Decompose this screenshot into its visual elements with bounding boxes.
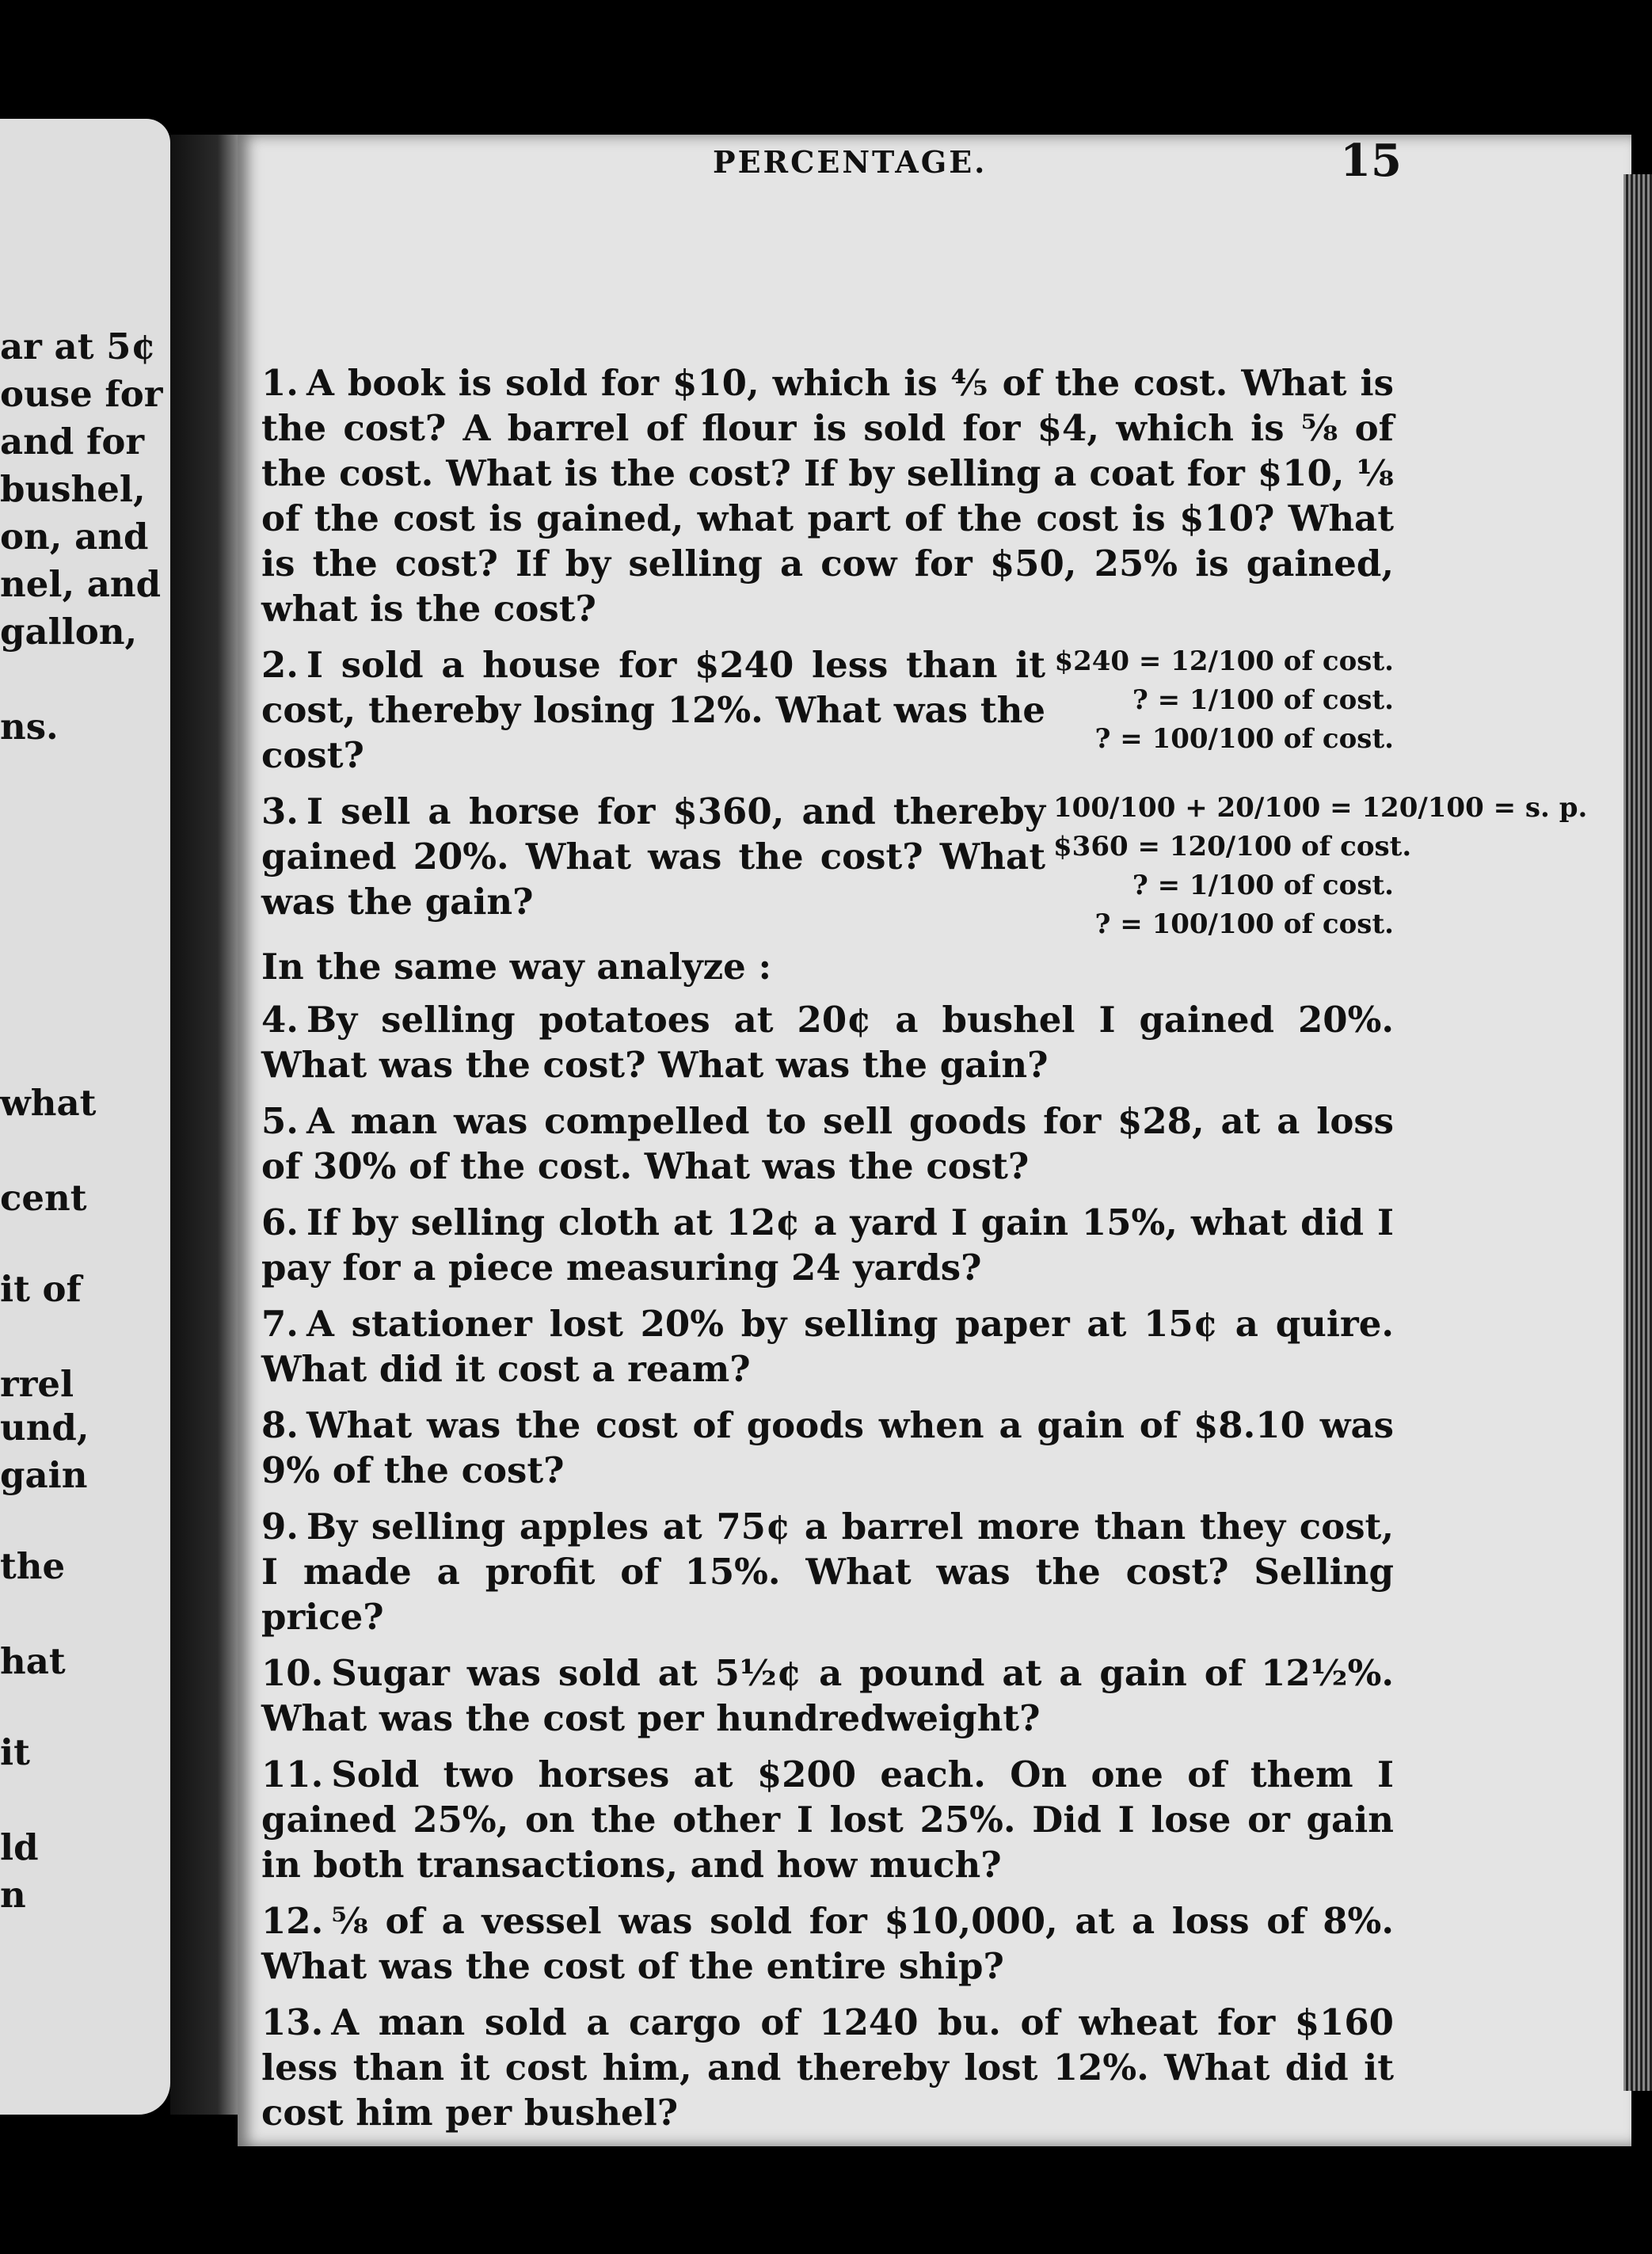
problem-9 — [261, 1504, 1394, 1639]
left-page-fragment: gain — [0, 1454, 88, 1496]
problem-number: 8. — [261, 1404, 299, 1446]
problem-text: A man sold a cargo of 1240 bu. of wheat for $160 less than it cost him, and thereby lost 12%. What did it cost him per bushel? — [261, 2001, 1394, 2134]
solution-line: ? = 100/100 of cost. — [1094, 723, 1394, 755]
problem-2 — [261, 642, 1045, 778]
left-page-fragment: what — [0, 1082, 97, 1124]
problem-5 — [261, 1098, 1394, 1189]
problem-number: 2. — [261, 644, 299, 686]
problem-text: By selling potatoes at 20¢ a bushel I gained 20%. What was the cost? What was the gain? — [261, 999, 1394, 1086]
page-body — [261, 360, 1588, 2146]
problem-10 — [261, 1651, 1394, 1741]
worked-solution — [1053, 789, 1588, 944]
worked-solution — [1053, 642, 1394, 759]
left-page-fragment: ouse for — [0, 373, 163, 415]
section-intro: In the same way analyze : — [261, 946, 772, 988]
left-page-fragment: the — [0, 1545, 66, 1587]
left-page-fragment: n — [0, 1874, 26, 1916]
left-page — [0, 119, 170, 2115]
left-page-fragment: nel, and — [0, 563, 162, 605]
problem-text: A book is sold for $10, which is ⅘ of the cost. What is the cost? A barrel of flour is sold for $4, which is ⅝ of the cost. What is the cost? If by selling a coat for $10, ⅛ of the cost is gained, what part of the cost is $10? What is the cost? If by selling a cow for $50, 25% is gained, what is the cost? — [261, 362, 1394, 630]
problem-text: A stationer lost 20% by selling paper at 15¢ a quire. What did it cost a ream? — [261, 1303, 1394, 1390]
problem-text: I sell a horse for $360, and thereby gained 20%. What was the cost? What was the gain? — [261, 790, 1045, 923]
left-page-fragment: and for — [0, 421, 145, 463]
problem-number: 4. — [261, 999, 299, 1041]
problem-number: 3. — [261, 790, 299, 832]
problem-3-block — [261, 789, 1588, 944]
problem-2-block — [261, 642, 1394, 789]
problem-number: 6. — [261, 1201, 299, 1243]
problem-number: 7. — [261, 1303, 299, 1345]
left-page-fragment: rrel — [0, 1363, 74, 1405]
left-page-fragment: it — [0, 1731, 30, 1773]
left-page-fragment: ar at 5¢ — [0, 326, 156, 367]
solution-line: $360 = 120/100 of cost. — [1053, 831, 1412, 862]
left-page-fragment: ld — [0, 1826, 39, 1868]
left-page-fragment: gallon, — [0, 611, 138, 653]
solution-line: 100/100 + 20/100 = 120/100 = s. p. — [1053, 792, 1588, 824]
problem-12 — [261, 1898, 1394, 1989]
problem-number: 1. — [261, 362, 299, 404]
left-page-fragment: hat — [0, 1640, 66, 1682]
running-title: PERCENTAGE. — [713, 144, 988, 180]
problem-number: 13. — [261, 2001, 324, 2043]
problem-number: 12. — [261, 1900, 324, 1942]
problem-text: Sold two horses at $200 each. On one of them I gained 25%, on the other I lost 25%. Did I lose or gain in both transactions, and how much? — [261, 1753, 1394, 1886]
problem-number: 11. — [261, 1753, 324, 1795]
left-page-fragment: on, and — [0, 516, 149, 558]
solution-line: ? = 100/100 of cost. — [1094, 908, 1394, 940]
problem-text: If by selling cloth at 12¢ a yard I gain 15%, what did I pay for a piece measuring 24 yards? — [261, 1201, 1394, 1289]
problem-number: 10. — [261, 1652, 324, 1694]
page-number: 15 — [1340, 135, 1402, 187]
problem-number: 5. — [261, 1100, 299, 1142]
left-page-fragment: ns. — [0, 706, 59, 748]
problem-text: I sold a house for $240 less than it cost, thereby losing 12%. What was the cost? — [261, 644, 1045, 776]
problem-3 — [261, 789, 1045, 924]
problem-4 — [261, 997, 1394, 1087]
left-page-fragment: it of — [0, 1268, 82, 1310]
problem-1 — [261, 360, 1394, 631]
problem-text: What was the cost of goods when a gain of $8.10 was 9% of the cost? — [261, 1404, 1394, 1491]
problem-text: Sugar was sold at 5½¢ a pound at a gain of 12½%. What was the cost per hundredweight? — [261, 1652, 1394, 1739]
problem-7 — [261, 1301, 1394, 1392]
left-page-fragment: und, — [0, 1407, 89, 1449]
problem-8 — [261, 1403, 1394, 1493]
solution-line: ? = 1/100 of cost. — [1132, 870, 1394, 901]
problem-11 — [261, 1752, 1394, 1887]
left-page-fragment: bushel, — [0, 468, 146, 510]
problem-number: 9. — [261, 1506, 299, 1548]
problem-13 — [261, 2000, 1394, 2135]
problem-text: A man was compelled to sell goods for $28, at a loss of 30% of the cost. What was the cost? — [261, 1100, 1394, 1187]
page-edge — [1623, 174, 1652, 2091]
problem-text: ⅝ of a vessel was sold for $10,000, at a loss of 8%. What was the cost of the entire ship? — [261, 1900, 1394, 1987]
solution-line: ? = 1/100 of cost. — [1132, 684, 1394, 716]
problem-text: By selling apples at 75¢ a barrel more than they cost, I made a profit of 15%. What was the cost? Selling price? — [261, 1506, 1394, 1638]
problem-6 — [261, 1200, 1394, 1290]
solution-line: $240 = 12/100 of cost. — [1054, 645, 1394, 677]
left-page-fragment: cent — [0, 1177, 87, 1219]
